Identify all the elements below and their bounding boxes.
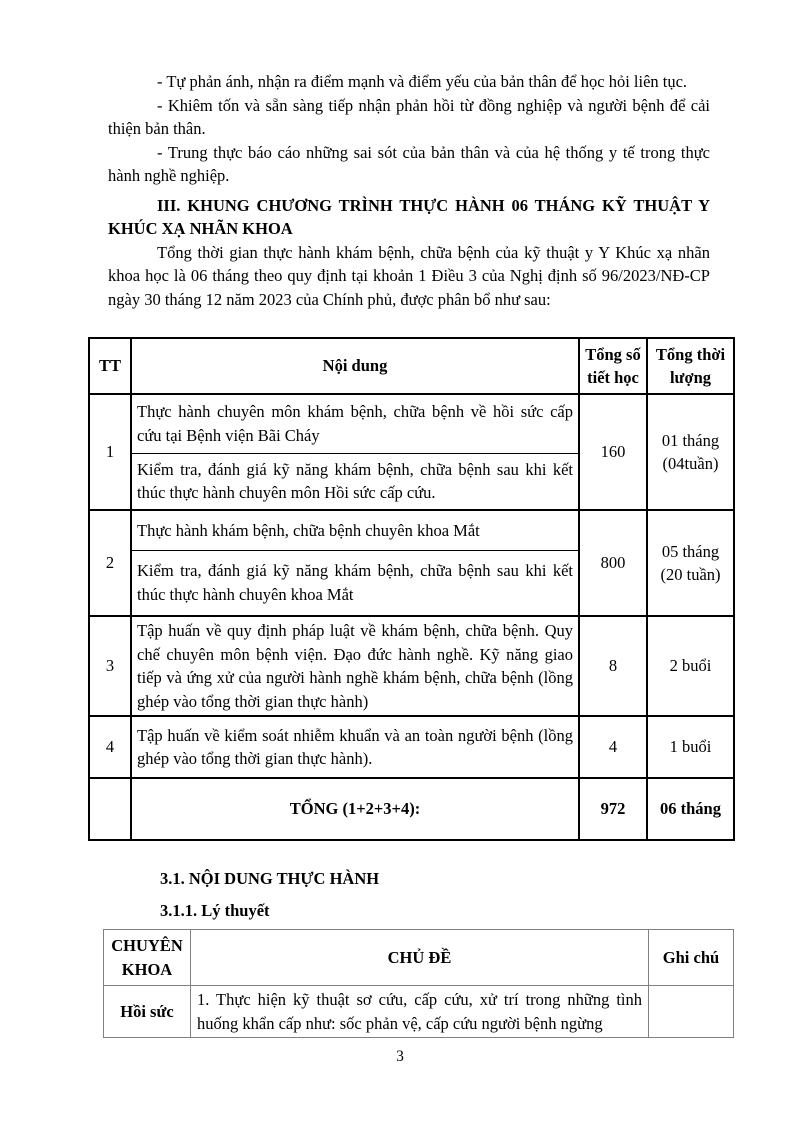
cell-row1-content-b: Kiểm tra, đánh giá kỹ năng khám bệnh, chữa bệnh sau khi kết thúc thực hành chuyên môn Hồi sức cấp cứu.	[131, 453, 579, 510]
cell-row1-duration: 01 tháng (04tuần)	[647, 394, 734, 510]
cell-topic: 1. Thực hiện kỹ thuật sơ cứu, cấp cứu, xử trí trong những tình huống khẩn cấp như: sốc phản vệ, cấp cứu người bệnh ngừng	[191, 986, 649, 1038]
table-row-1a	[89, 394, 734, 453]
col-header-tong-so-tiet-hoc: Tổng số tiết học	[579, 338, 647, 394]
table2-header-row	[104, 930, 734, 986]
bullet-paragraph-self-reflection: - Tự phản ánh, nhận ra điểm mạnh và điểm yếu của bản thân để học hỏi liên tục.	[157, 72, 688, 91]
section-heading-iii: III. KHUNG CHƯƠNG TRÌNH THỰC HÀNH 06 THÁNG KỸ THUẬT Y KHÚC XẠ NHÃN KHOA	[108, 195, 710, 238]
cell-row2-content-b: Kiểm tra, đánh giá kỹ năng khám bệnh, chữa bệnh sau khi kết thúc thực hành chuyên khoa Mắt	[131, 550, 579, 616]
col-header-ghi-chu: Ghi chú	[649, 930, 734, 986]
cell-row3-content: Tập huấn về quy định pháp luật về khám bệnh, chữa bệnh. Quy chế chuyên môn bệnh viện. Đạo đức hành nghề. Kỹ năng giao tiếp và ứng xử của người hành nghề khám bệnh, chữa bệnh (lồng ghép vào tổng thời gian thực hành)	[131, 616, 579, 716]
table-total-row	[89, 778, 734, 840]
cell-row4-content: Tập huấn về kiểm soát nhiễm khuẩn và an toàn người bệnh (lồng ghép vào tổng thời gian thực hành).	[131, 716, 579, 778]
cell-row4-periods: 4	[579, 716, 647, 778]
cell-total-duration: 06 tháng	[647, 778, 734, 840]
cell-row4-duration: 1 buổi	[647, 716, 734, 778]
cell-row1-periods: 160	[579, 394, 647, 510]
bullet-paragraph-humility: - Khiêm tốn và sẵn sàng tiếp nhận phản hồi từ đồng nghiệp và người bệnh để cải thiện bản thân.	[108, 95, 710, 138]
page-number: 3	[396, 1048, 404, 1065]
cell-specialty: Hồi sức	[104, 986, 191, 1038]
cell-row3-tt: 3	[89, 616, 131, 716]
cell-row2-periods: 800	[579, 510, 647, 616]
program-framework-table	[88, 337, 735, 841]
cell-row3-duration: 2 buổi	[647, 616, 734, 716]
cell-note	[649, 986, 734, 1038]
cell-row4-tt: 4	[89, 716, 131, 778]
table-row-2a	[89, 510, 734, 550]
col-header-chu-de: CHỦ ĐỀ	[191, 930, 649, 986]
table-row-4	[89, 716, 734, 778]
cell-row1-tt: 1	[89, 394, 131, 510]
cell-row2-duration: 05 tháng (20 tuần)	[647, 510, 734, 616]
col-header-noi-dung: Nội dung	[131, 338, 579, 394]
table2-row-hoi-suc	[104, 986, 734, 1038]
cell-total-empty	[89, 778, 131, 840]
cell-total-label: TỔNG (1+2+3+4):	[131, 778, 579, 840]
col-header-chuyen-khoa: CHUYÊN KHOA	[104, 930, 191, 986]
cell-row3-periods: 8	[579, 616, 647, 716]
cell-total-periods: 972	[579, 778, 647, 840]
col-header-tong-thoi-luong: Tổng thời lượng	[647, 338, 734, 394]
col-header-tt: TT	[89, 338, 131, 394]
table-row-3	[89, 616, 734, 716]
bullet-paragraph-honesty: - Trung thực báo cáo những sai sót của bản thân và của hệ thống y tế trong thực hành nghề nghiệp.	[108, 142, 710, 185]
cell-row1-content-a: Thực hành chuyên môn khám bệnh, chữa bệnh về hồi sức cấp cứu tại Bệnh viện Bãi Cháy	[131, 394, 579, 453]
section-heading-3-1-1: 3.1.1. Lý thuyết	[160, 900, 270, 920]
table-header-row	[89, 338, 734, 394]
section-heading-3-1: 3.1. NỘI DUNG THỰC HÀNH	[160, 869, 380, 888]
cell-row2-tt: 2	[89, 510, 131, 616]
theory-content-table	[103, 929, 734, 1038]
intro-paragraph-duration: Tổng thời gian thực hành khám bệnh, chữa bệnh của kỹ thuật y Y Khúc xạ nhãn khoa học là 06 tháng theo quy định tại khoản 1 Điều 3 của Nghị định số 96/2023/NĐ-CP ngày 30 tháng 12 năm 2023 của Chính phủ, được phân bổ như sau:	[108, 242, 710, 309]
cell-row2-content-a: Thực hành khám bệnh, chữa bệnh chuyên khoa Mắt	[131, 510, 579, 550]
